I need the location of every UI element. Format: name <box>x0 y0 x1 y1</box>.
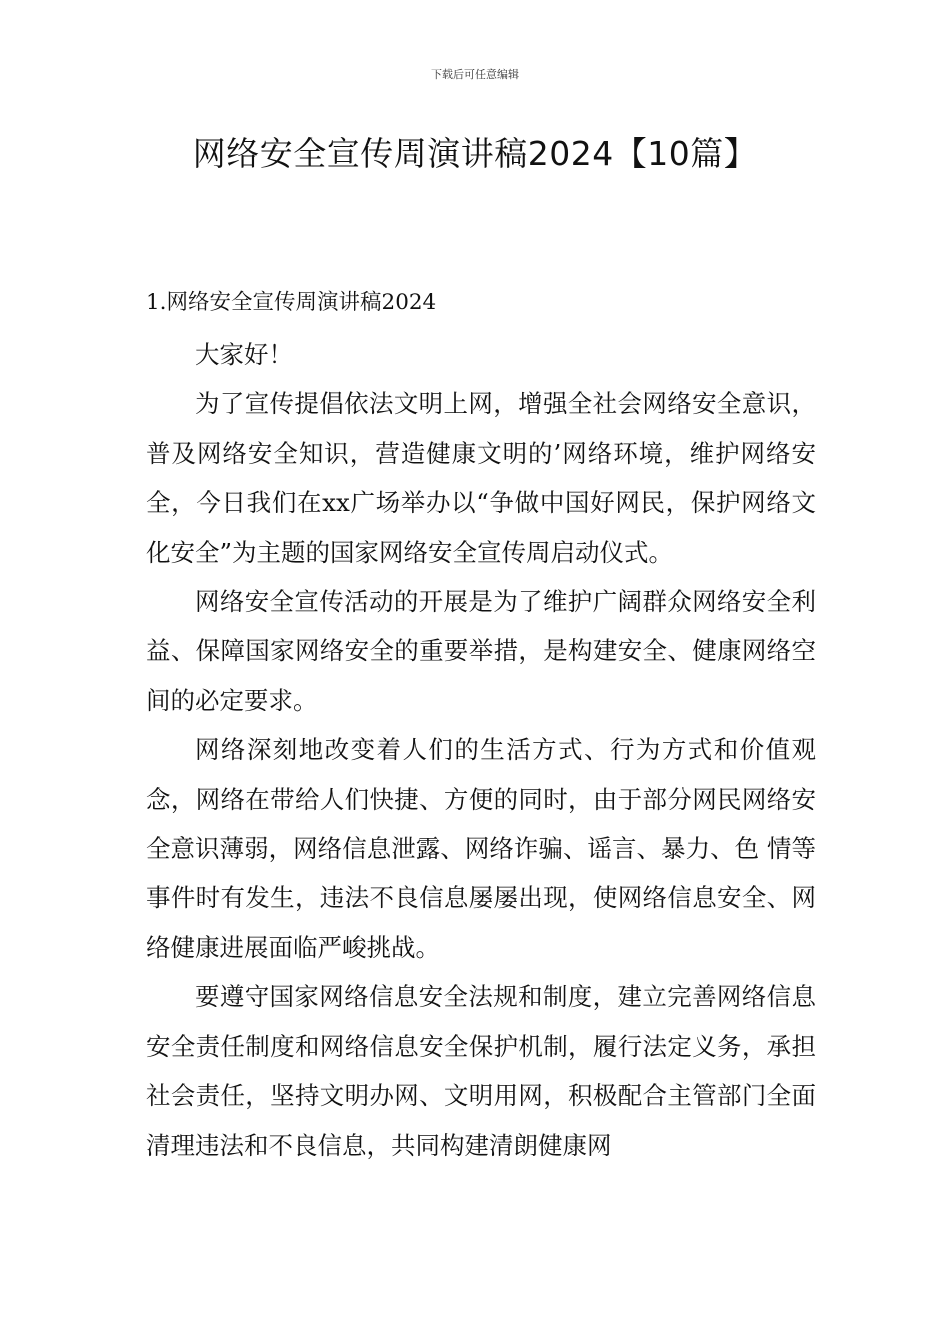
greeting: 大家好！ <box>195 340 293 369</box>
paragraph: 要遵守国家网络信息安全法规和制度，建立完善网络信息安全责任制度和网络信息安全保护机制，履行法定义务，承担社会责任，坚持文明办网、文明用网，积极配合主管部门全面清理违法和不良信息，共同构建清朗健康网 <box>146 982 816 1160</box>
paragraph: 网络安全宣传活动的开展是为了维护广阔群众网络安全利益、保障国家网络安全的重要举措，是构建安全、健康网络空间的必定要求。 <box>146 587 816 715</box>
paragraph: 网络深刻地改变着人们的生活方式、行为方式和价值观念，网络在带给人们快捷、方便的同时，由于部分网民网络安全意识薄弱，网络信息泄露、网络诈骗、谣言、暴力、色 情等事件时有发生，违法不良信息屡屡出现，使网络信息安全、网络健康进展面临严峻挑战。 <box>146 735 816 962</box>
header-note: 下载后可任意编辑 <box>431 68 519 81</box>
paragraph: 为了宣传提倡依法文明上网，增强全社会网络安全意识，普及网络安全知识，营造健康文明的’网络环境，维护网络安全，今日我们在xx广场举办以“争做中国好网民，保护网络文化安全”为主题的国家网络安全宣传周启动仪式。 <box>146 389 816 567</box>
document-body <box>146 330 816 1170</box>
section-heading: 1.网络安全宣传周演讲稿2024 <box>146 290 437 315</box>
page-title: 网络安全宣传周演讲稿2024【10篇】 <box>192 134 758 173</box>
